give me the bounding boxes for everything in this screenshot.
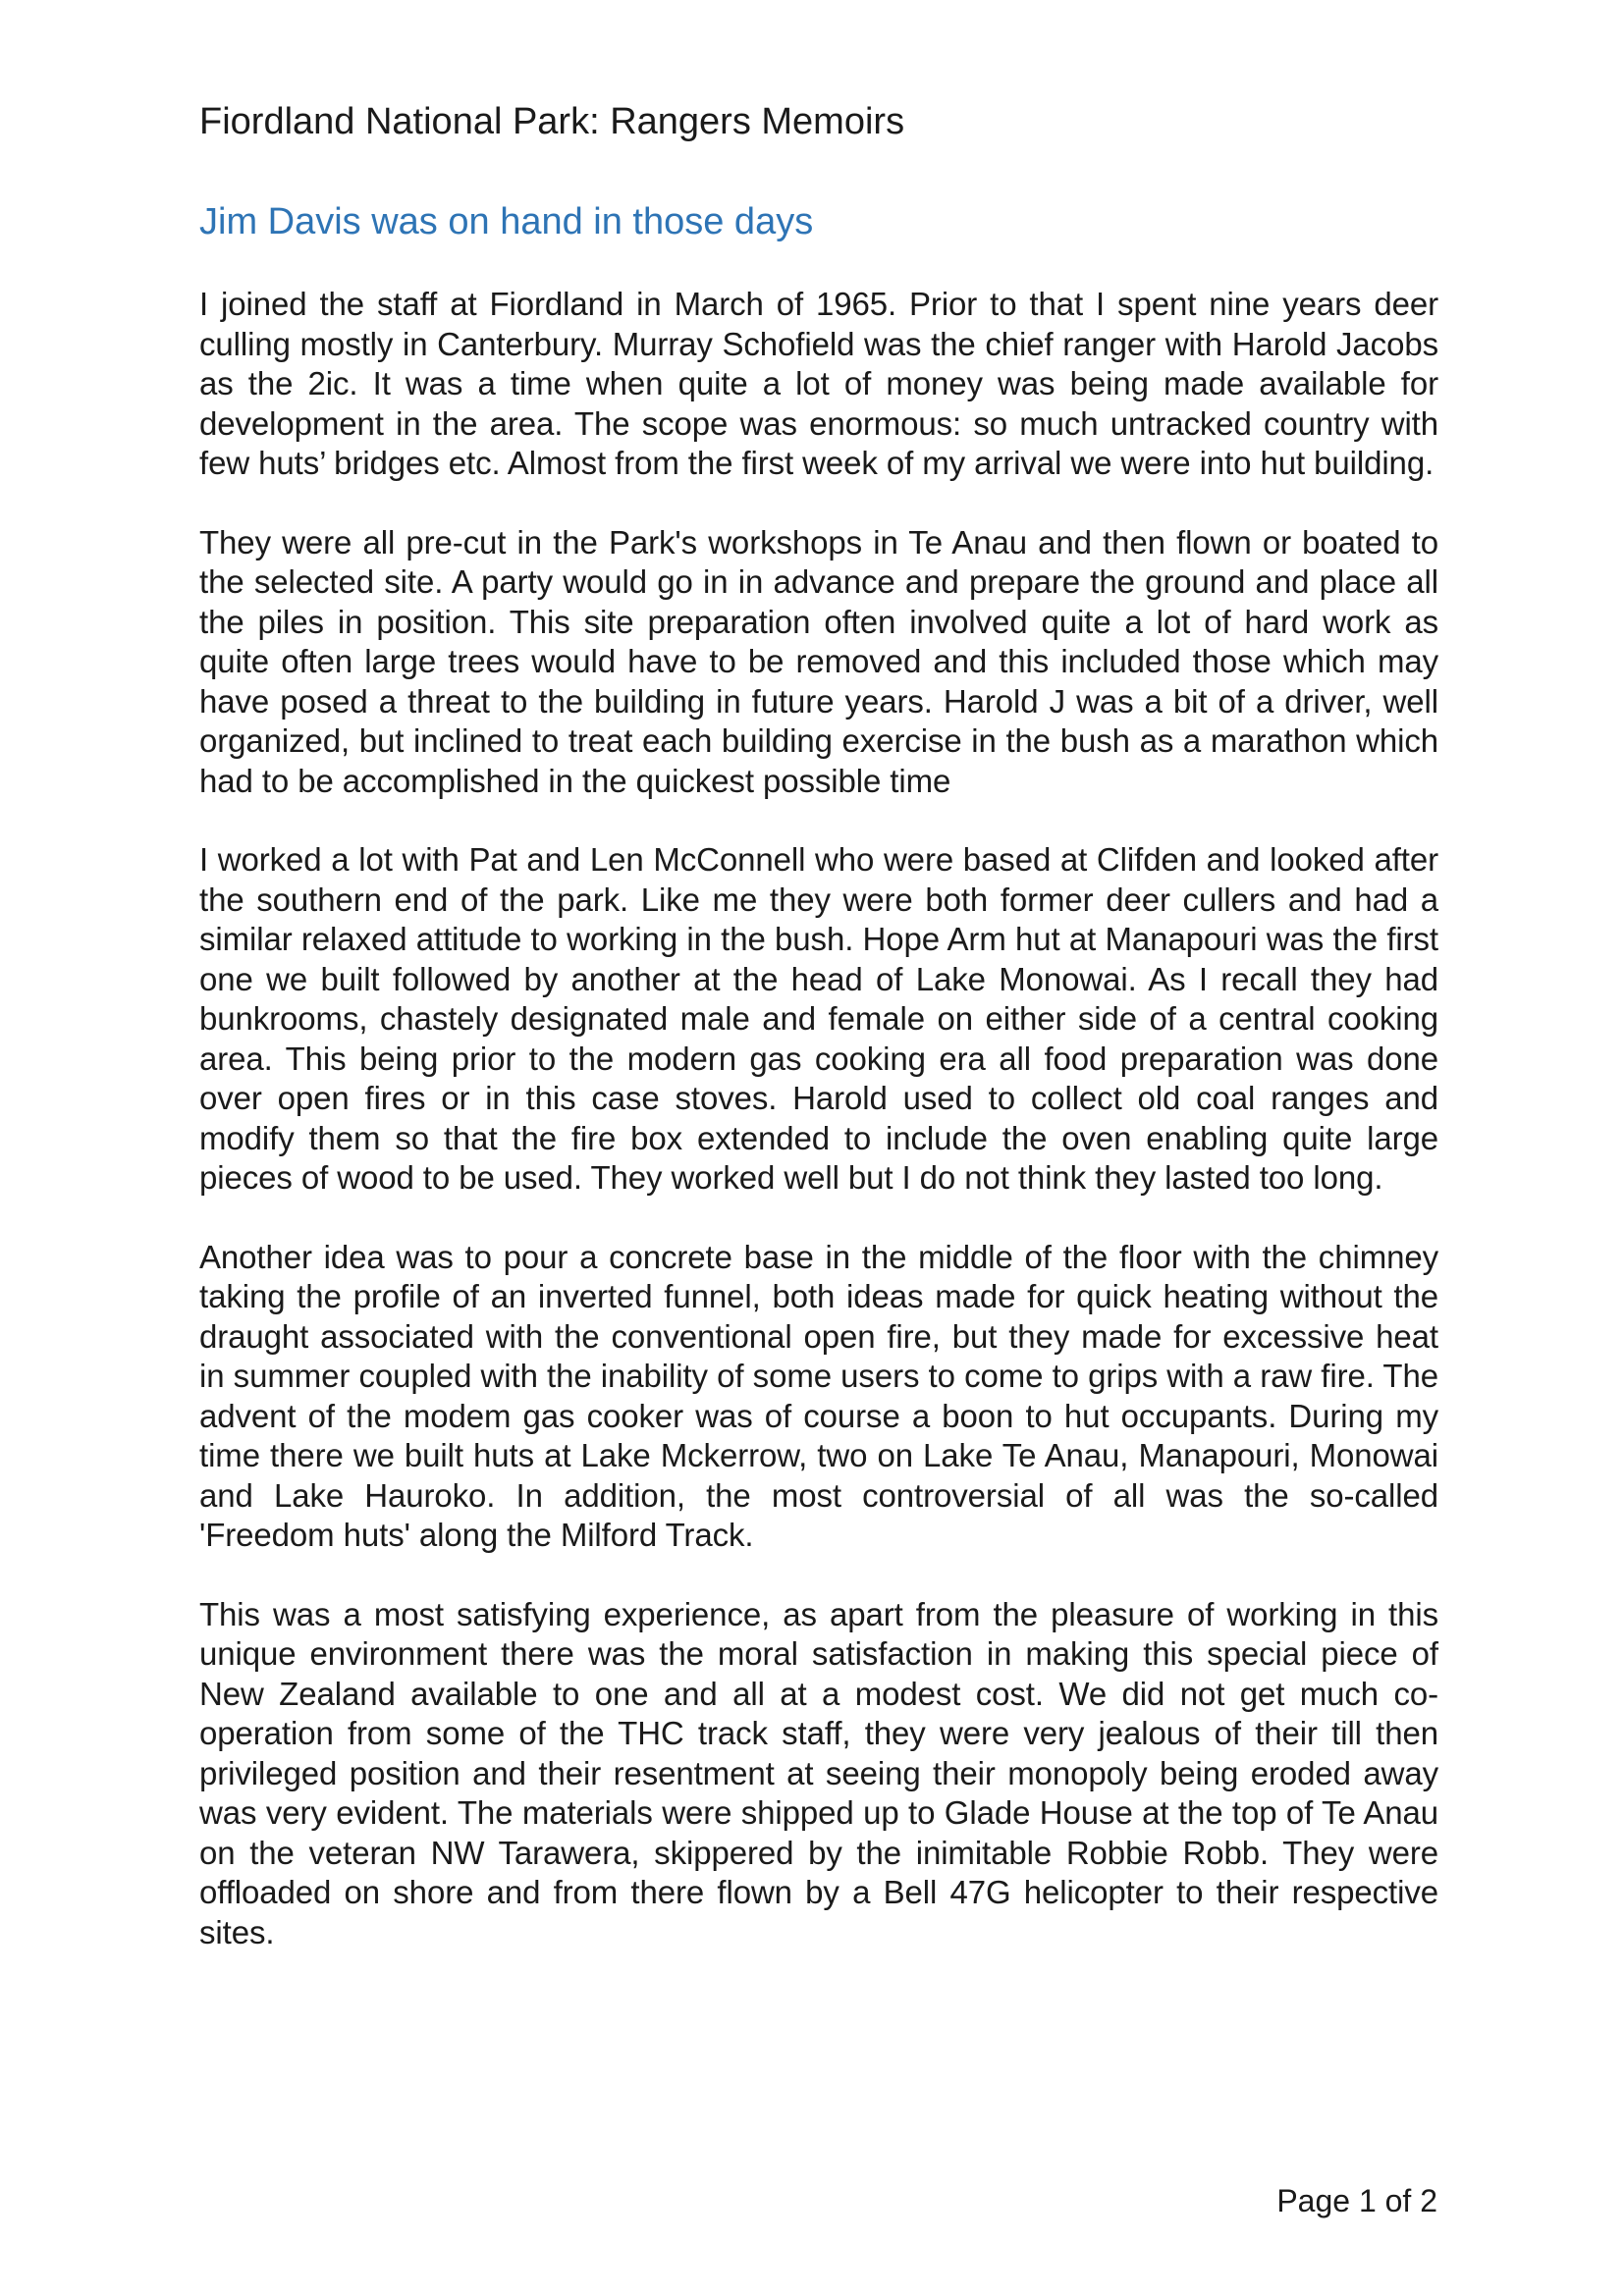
article-body: [199, 285, 1438, 1952]
paragraph-4: Another idea was to pour a concrete base in the middle of the floor with the chimney taking the profile of an inverted funnel, both ideas made for quick heating without the draught associated with the conventional open fire, but they made for excessive heat in summer coupled with the inability of some users to come to grips with a raw fire. The advent of the modem gas cooker was of course a boon to hut occupants. During my time there we built huts at Lake Mckerrow, two on Lake Te Anau, Manapouri, Monowai and Lake Hauroko. In addition, the most controversial of all was the so-called 'Freedom huts' along the Milford Track.: [199, 1238, 1438, 1553]
page-number: Page 1 of 2: [1276, 2183, 1437, 2218]
paragraph-2: They were all pre-cut in the Park's workshops in Te Anau and then flown or boated to the selected site. A party would go in in advance and prepare the ground and place all the piles in position. This site preparation often involved quite a lot of hard work as quite often large trees would have to be removed and this included those which may have posed a threat to the building in future years. Harold J was a bit of a driver, well organized, but inclined to treat each building exercise in the bush as a marathon which had to be accomplished in the quickest possible time: [199, 523, 1438, 799]
document-header-title: Fiordland National Park: Rangers Memoirs: [199, 101, 905, 142]
article-title: Jim Davis was on hand in those days: [199, 201, 814, 242]
paragraph-1: I joined the staff at Fiordland in March of 1965. Prior to that I spent nine years deer culling mostly in Canterbury. Murray Schofield was the chief ranger with Harold Jacobs as the 2ic. It was a time when quite a lot of money was being made available for development in the area. The scope was enormous: so much untracked country with few huts’ bridges etc. Almost from the first week of my arrival we were into hut building.: [199, 286, 1438, 481]
paragraph-5: This was a most satisfying experience, as apart from the pleasure of working in this unique environment there was the moral satisfaction in making this special piece of New Zealand available to one and all at a modest cost. We did not get much co-operation from some of the THC track staff, they were very jealous of their till then privileged position and their resentment at seeing their monopoly being eroded away was very evident. The materials were shipped up to Glade House at the top of Te Anau on the veteran NW Tarawera, skippered by the inimitable Robbie Robb. They were offloaded on shore and from there flown by a Bell 47G helicopter to their respective sites.: [199, 1595, 1438, 1950]
paragraph-3: I worked a lot with Pat and Len McConnell who were based at Clifden and looked after the southern end of the park. Like me they were both former deer cullers and had a similar relaxed attitude to working in the bush. Hope Arm hut at Manapouri was the first one we built followed by another at the head of Lake Monowai. As I recall they had bunkrooms, chastely designated male and female on either side of a central cooking area. This being prior to the modern gas cooking era all food preparation was done over open fires or in this case stoves. Harold used to collect old coal ranges and modify them so that the fire box extended to include the oven enabling quite large pieces of wood to be used. They worked well but I do not think they lasted too long.: [199, 841, 1438, 1196]
